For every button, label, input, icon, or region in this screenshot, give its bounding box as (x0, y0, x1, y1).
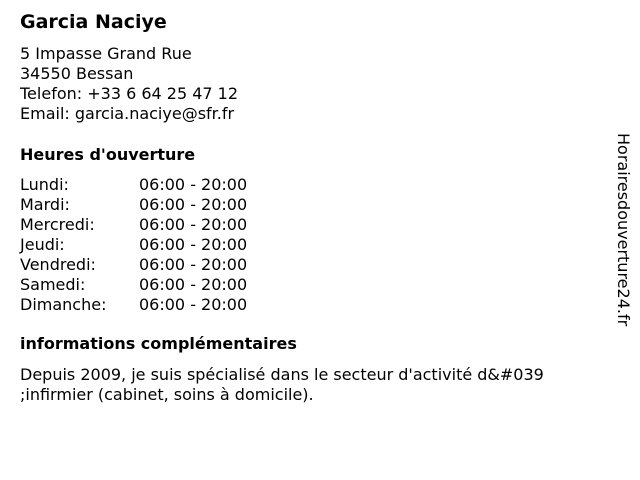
hours-row-friday (20, 255, 247, 275)
day-label: Mardi: (20, 195, 70, 214)
day-label: Jeudi: (20, 235, 65, 254)
hours-row-sunday (20, 295, 247, 315)
time-range: 06:00 - 20:00 (139, 255, 248, 274)
hours-row-saturday (20, 275, 247, 295)
day-label: Dimanche: (20, 295, 107, 314)
time-range: 06:00 - 20:00 (139, 195, 248, 214)
day-label: Vendredi: (20, 255, 96, 274)
additional-info-text: Depuis 2009, je suis spécialisé dans le secteur d'activité d&#039 ;infirmier (cabinet, soins à domicile). (20, 365, 544, 404)
hours-row-tuesday (20, 195, 247, 215)
email-address: Email: garcia.naciye@sfr.fr (20, 104, 235, 123)
phone-number: Telefon: +33 6 64 25 47 12 (20, 84, 239, 103)
time-range: 06:00 - 20:00 (139, 275, 248, 294)
additional-info-heading: informations complémentaires (20, 334, 297, 353)
opening-hours-list (20, 175, 247, 315)
street-address: 5 Impasse Grand Rue (20, 44, 192, 63)
time-range: 06:00 - 20:00 (139, 295, 248, 314)
city-postcode: 34550 Bessan (20, 64, 134, 83)
hours-row-monday (20, 175, 247, 195)
day-label: Lundi: (20, 175, 69, 194)
hours-row-wednesday (20, 215, 247, 235)
time-range: 06:00 - 20:00 (139, 215, 248, 234)
time-range: 06:00 - 20:00 (139, 235, 248, 254)
day-label: Mercredi: (20, 215, 95, 234)
business-name: Garcia Naciye (20, 11, 167, 33)
opening-hours-heading: Heures d'ouverture (20, 145, 196, 164)
hours-row-thursday (20, 235, 247, 255)
time-range: 06:00 - 20:00 (139, 175, 248, 194)
day-label: Samedi: (20, 275, 86, 294)
contact-block (20, 44, 238, 124)
site-watermark (610, 133, 636, 345)
watermark-text: Horairesdouverture24.fr (614, 133, 633, 327)
